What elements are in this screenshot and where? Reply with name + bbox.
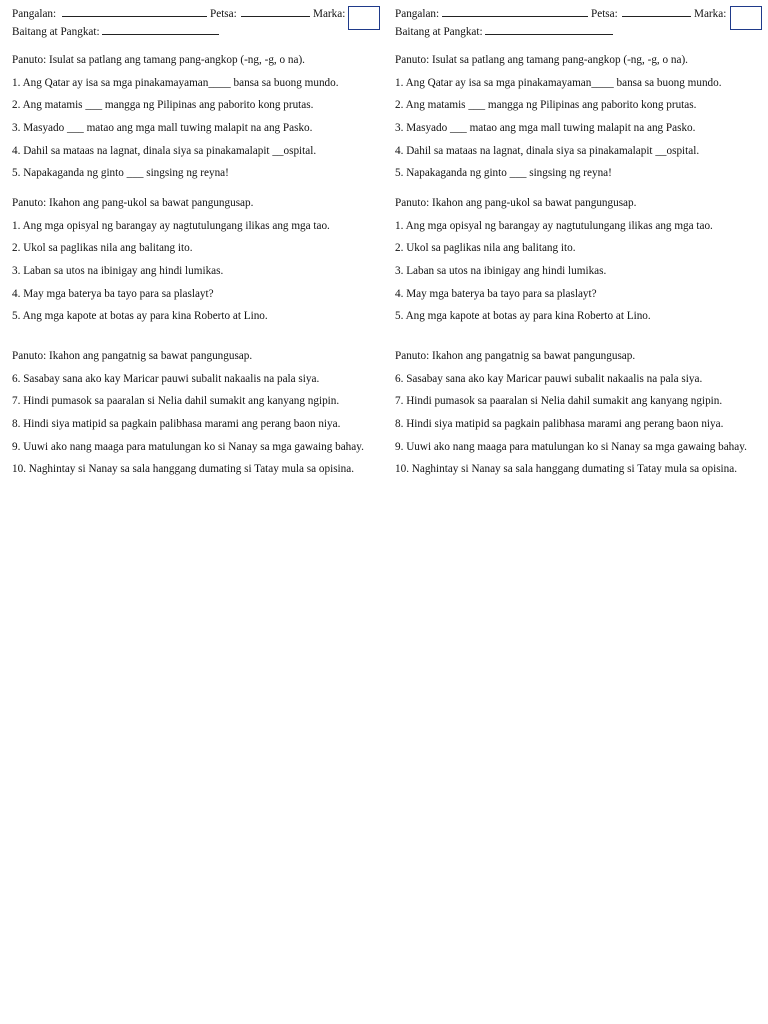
question-item: 1. Ang mga opisyal ng barangay ay nagtutulungang ilikas ang mga tao. [395,219,713,232]
instruction-text: Panuto: Ikahon ang pangatnig sa bawat pangungusap. [395,349,636,362]
petsa-blank[interactable] [241,6,310,22]
instruction-text: Panuto: Ikahon ang pang-ukol sa bawat pangungusap. [395,196,637,209]
question-item: 3. Masyado ___ matao ang mga mall tuwing malapit na ang Pasko. [395,121,696,134]
question-item: 2. Ukol sa paglikas nila ang balitang ito. [395,242,576,255]
question-item: 4. May mga baterya ba tayo para sa plaslayt? [395,287,597,300]
question-item: 8. Hindi siya matipid sa pagkain palibhasa marami ang perang baon niya. [12,417,341,430]
pangalan-label: Pangalan: [395,8,440,21]
marka-label: Marka: [694,8,727,21]
baitang-blank[interactable] [102,26,219,38]
question-item: 2. Ukol sa paglikas nila ang balitang ito. [12,242,193,255]
header-row [12,6,384,24]
question-item: 1. Ang Qatar ay isa sa mga pinakamayaman____ bansa sa buong mundo. [12,76,339,89]
worksheet-copy-right [395,6,767,477]
question-item: 7. Hindi pumasok sa paaralan si Nelia dahil sumakit ang kanyang ngipin. [12,395,340,408]
question-item: 2. Ang matamis ___ mangga ng Pilipinas ang paborito kong prutas. [395,99,697,112]
question-item: 2. Ang matamis ___ mangga ng Pilipinas ang paborito kong prutas. [12,99,314,112]
question-item: 4. May mga baterya ba tayo para sa plaslayt? [12,287,214,300]
section-pang-ukol [12,197,384,324]
question-item: 10. Naghintay si Nanay sa sala hanggang dumating si Tatay mula sa opisina. [395,463,738,476]
petsa-blank[interactable] [622,6,691,22]
instruction-text: Panuto: Ikahon ang pangatnig sa bawat pangungusap. [12,349,253,362]
question-item: 1. Ang Qatar ay isa sa mga pinakamayaman____ bansa sa buong mundo. [395,76,722,89]
section-pang-ukol [395,197,767,324]
question-item: 5. Napakaganda ng ginto ___ singsing ng reyna! [12,167,229,180]
question-item: 9. Uuwi ako nang maaga para matulungan ko si Nanay sa mga gawaing bahay. [12,440,364,453]
pangalan-blank[interactable] [62,6,207,22]
question-item: 5. Napakaganda ng ginto ___ singsing ng reyna! [395,167,612,180]
instruction-text: Panuto: Ikahon ang pang-ukol sa bawat pangungusap. [12,196,254,209]
question-item: 9. Uuwi ako nang maaga para matulungan ko si Nanay sa mga gawaing bahay. [395,440,747,453]
instruction-text: Panuto: Isulat sa patlang ang tamang pang-angkop (-ng, -g, o na). [12,54,305,66]
question-item: 5. Ang mga kapote at botas ay para kina Roberto at Lino. [395,310,651,323]
petsa-label: Petsa: [210,8,237,21]
question-item: 8. Hindi siya matipid sa pagkain palibhasa marami ang perang baon niya. [395,417,724,430]
question-item: 3. Masyado ___ matao ang mga mall tuwing malapit na ang Pasko. [12,121,313,134]
baitang-label: Baitang at Pangkat: [395,26,483,38]
question-item: 4. Dahil sa mataas na lagnat, dinala siya sa pinakamalapit __ospital. [395,144,700,157]
marka-label: Marka: [313,8,346,21]
section-pang-angkop [12,54,384,181]
question-item: 3. Laban sa utos na ibinigay ang hindi lumikas. [12,264,224,277]
section-pang-angkop [395,54,767,181]
question-item: 4. Dahil sa mataas na lagnat, dinala siya sa pinakamalapit __ospital. [12,144,317,157]
pangalan-blank[interactable] [442,6,588,22]
section-pangatnig [12,350,384,477]
marka-box[interactable] [730,6,762,30]
baitang-row [395,24,767,38]
marka-box[interactable] [348,6,380,30]
baitang-row [12,24,384,38]
question-item: 5. Ang mga kapote at botas ay para kina Roberto at Lino. [12,310,268,323]
question-item: 6. Sasabay sana ako kay Maricar pauwi subalit nakaalis na pala siya. [395,372,703,385]
instruction-text: Panuto: Isulat sa patlang ang tamang pang-angkop (-ng, -g, o na). [395,54,688,66]
question-item: 6. Sasabay sana ako kay Maricar pauwi subalit nakaalis na pala siya. [12,372,320,385]
question-item: 10. Naghintay si Nanay sa sala hanggang dumating si Tatay mula sa opisina. [12,463,355,476]
header-row [395,6,767,24]
pangalan-label: Pangalan: [12,8,57,21]
question-item: 1. Ang mga opisyal ng barangay ay nagtutulungang ilikas ang mga tao. [12,219,330,232]
question-item: 3. Laban sa utos na ibinigay ang hindi lumikas. [395,264,607,277]
section-pangatnig [395,350,767,477]
worksheet-copy-left [12,6,384,477]
question-item: 7. Hindi pumasok sa paaralan si Nelia dahil sumakit ang kanyang ngipin. [395,395,723,408]
baitang-label: Baitang at Pangkat: [12,26,100,38]
baitang-blank[interactable] [485,26,613,38]
petsa-label: Petsa: [591,8,618,21]
